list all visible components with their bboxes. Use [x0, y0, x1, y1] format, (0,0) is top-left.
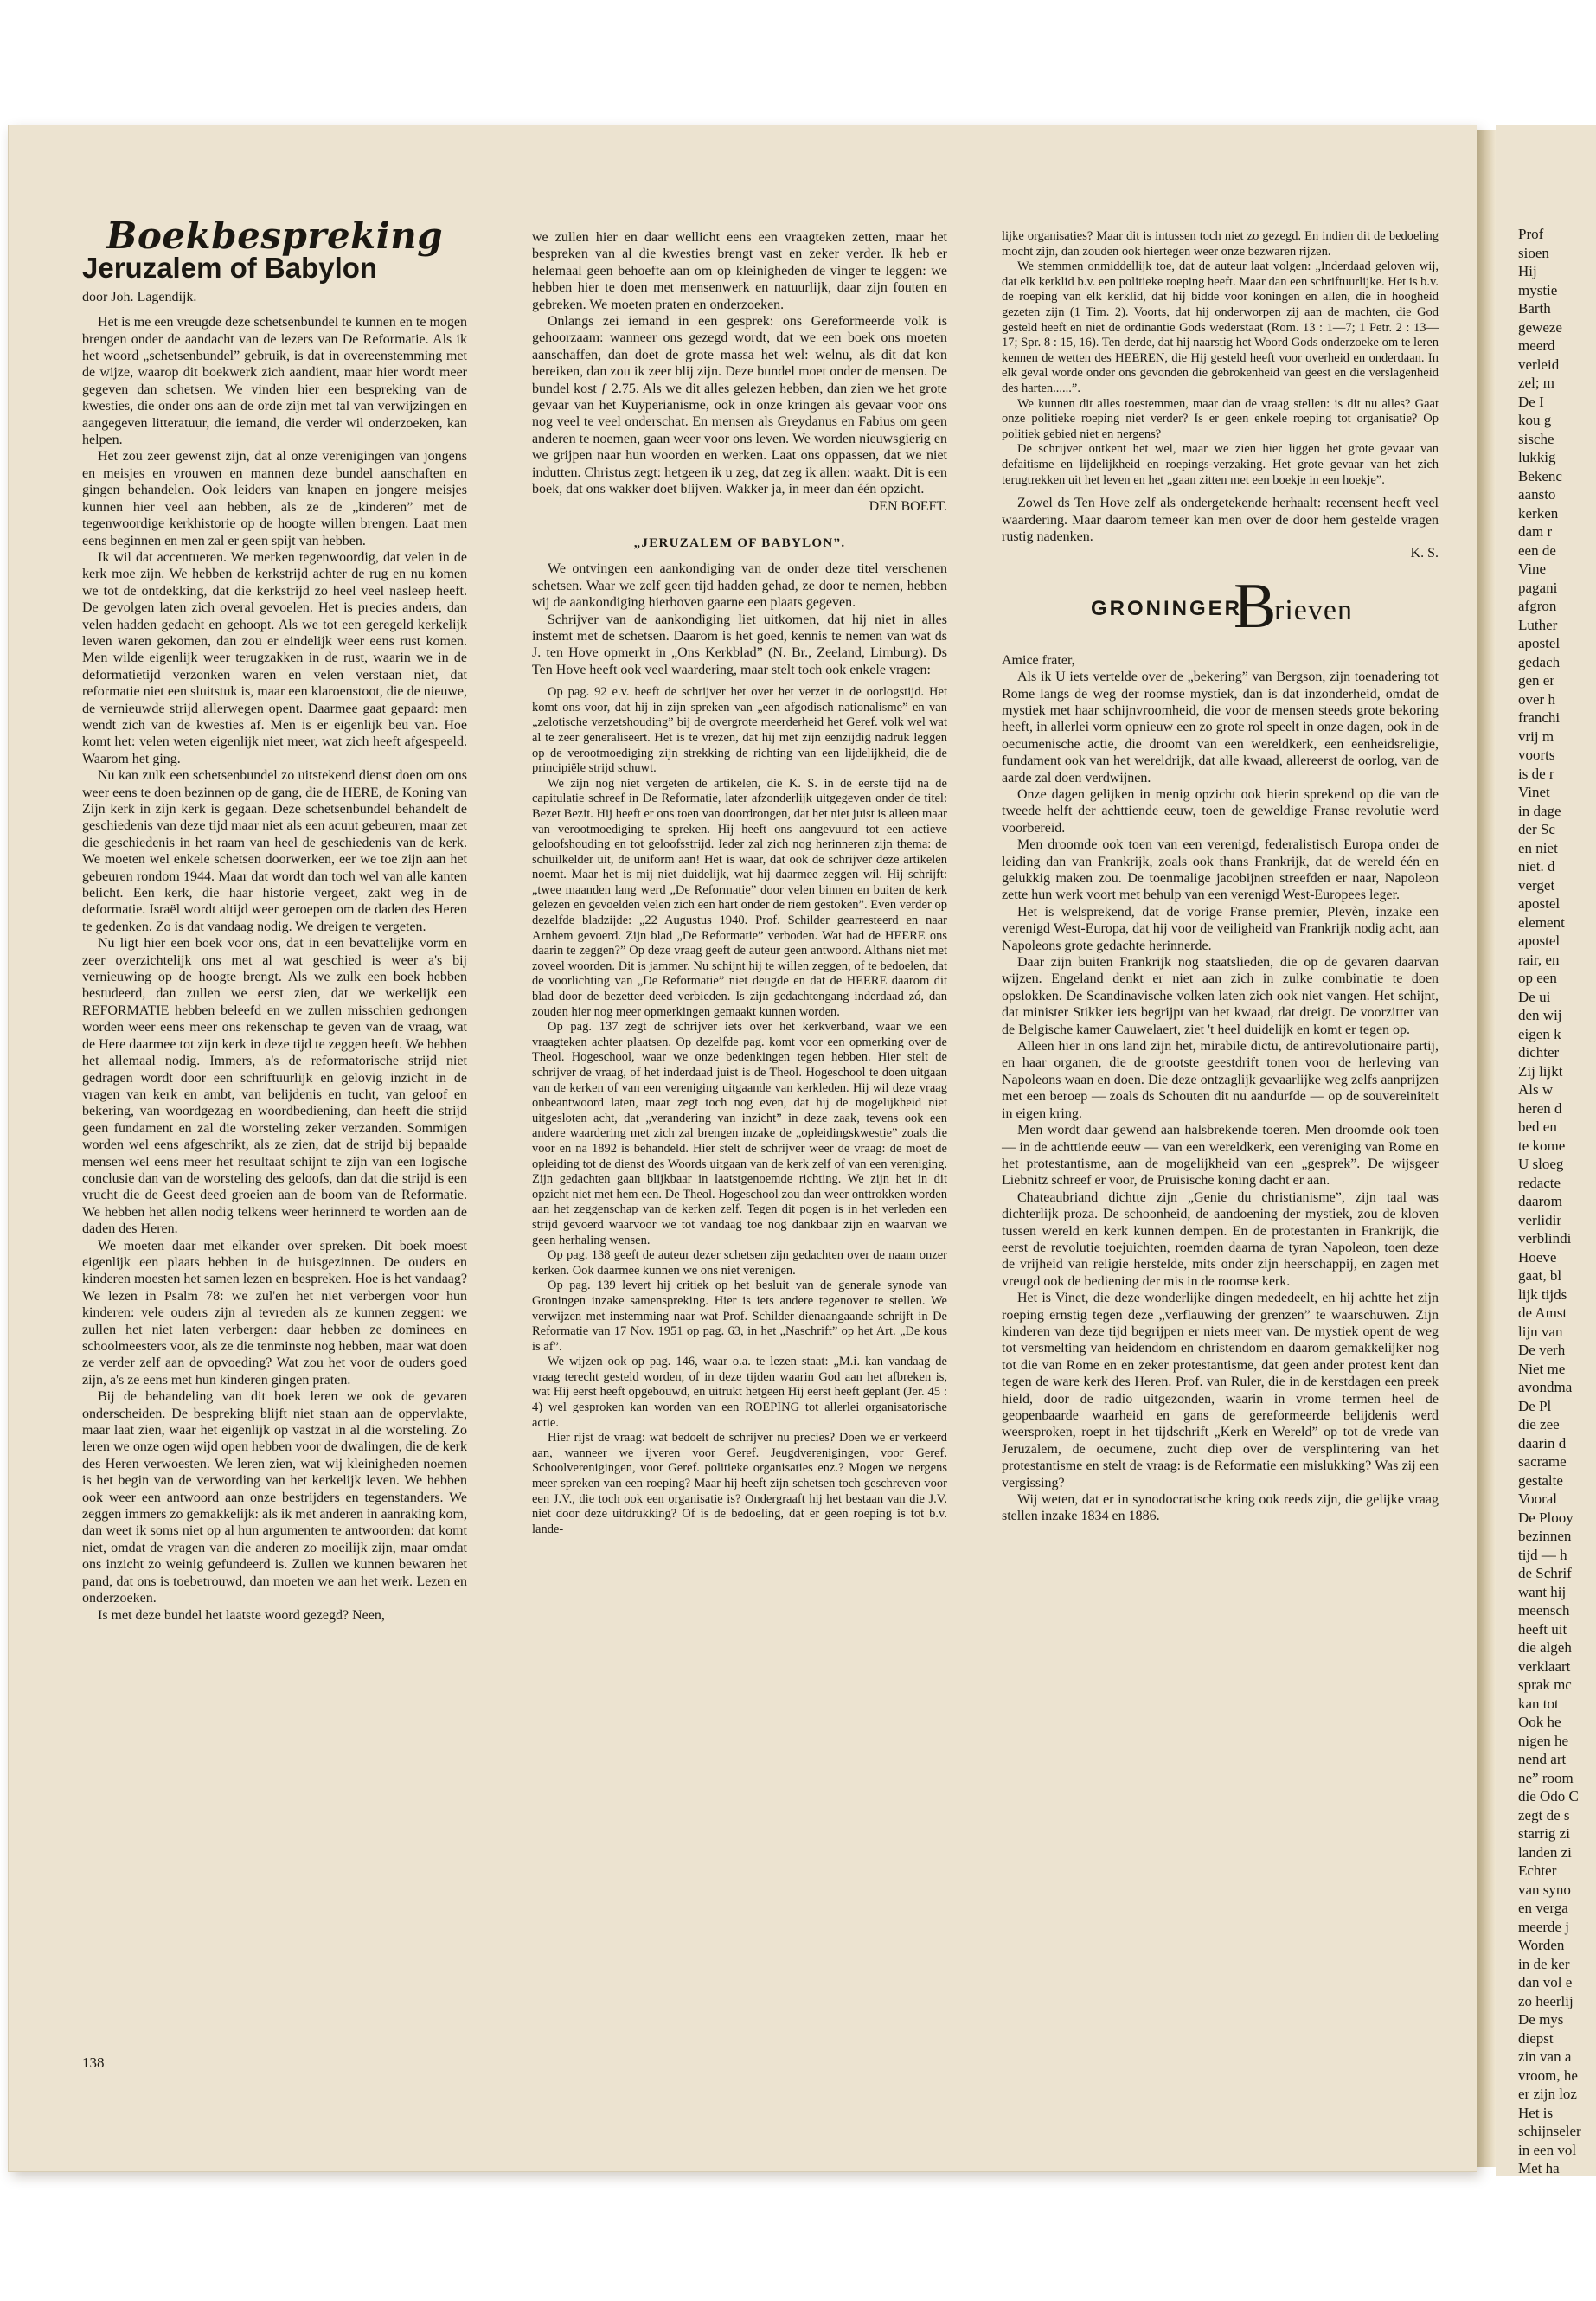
adjacent-page-line: gedach: [1518, 653, 1561, 670]
adjacent-page-line: kan tot: [1518, 1695, 1559, 1712]
paragraph: Op pag. 92 e.v. heeft de schrijver het over het verzet in de oorlogstijd. Het komt ons voor, dat hij in zijn spreken van „een afgodisch nationalisme” en van „zelotische verzetshouding” bij de overgrote meerderheid het Geref. volk wel wat al te zeer generaliseert. Het is te vrezen, dat hij met zijn eenzijdig nadruk leggen op de verootmoediging zijn strekking de richting van een lijdelijkheid, die de principiële strijd schuwt.: [532, 685, 947, 776]
adjacent-page-line: apostel: [1518, 895, 1561, 912]
adjacent-page-line: zel; m: [1518, 375, 1555, 391]
paragraph: lijke organisaties? Maar dit is intussen toch niet zo gezegd. En indien dit de bedoeling mocht zijn, dan zouden ook hiertegen weer onze bezwaren rijzen.: [1002, 229, 1439, 259]
byline: door Joh. Lagendijk.: [82, 289, 197, 304]
adjacent-page-line: nend art: [1518, 1751, 1567, 1767]
adjacent-page-line: in een vol: [1518, 2141, 1577, 2158]
paragraph: Ik wil dat accentueren. We merken tegenwoordig, dat velen in de kerk moe zijn. We hebben de kerkstrijd achter de rug en nu komen we tot de ontdekking, dat die kerkstrijd zo heel veel nasleep heeft. De gevolgen laten zich overal gevoelen. Het is precies anders, dan velen hadden gedacht en gehoopt. Als we tot een geregeld kerkelijk leven waren gekomen, dan zou er eindelijk weer eens rust komen. Men wilde eigenlijk weer terugzakken in de rust, waarin we in de deformatietijd verzonken waren en velen verstaan niet, dat reformatie niet een sluitstuk is, maar een klaroenstoot, die de nieuwe, de vernieuwde strijd allerwegen opent. Daarmee gaat gepaard: men wendt zich van de kwesties af. Men is er eigenlijk beu van. Hoe komt het: velen weten eigenlijk niet meer, wat zich heeft afgespeeld. Waarom het ging.: [82, 549, 467, 766]
adjacent-page-line: Ook he: [1518, 1714, 1561, 1730]
paragraph: Bij de behandeling van dit boek leren we ook de gevaren onderscheiden. De bespreking blijft niet staan aan de oppervlakte, maar laat zien, waar het eigenlijk op vastzat in al die worsteling. Zo leren we onze ogen wijd open hebben voor de dwalingen, die de kerk des Heren verwoesten. We leren zien, wat wij kleinigheden noemen is het begin van de verwording van het kerkelijk leven. We hebben ook weer een antwoord aan onze bestrijders en tegenstanders. We zeggen immers zo gemakkelijk: als ik met anderen in aanraking kom, dan weet ik soms niet op al hun argumenten te antwoorden: dat komt niet, omdat de vragen van die anderen zo moeilijk zijn, maar omdat ons inzicht zo weinig gefundeerd is. Zullen we kunnen bewaren het pand, dat ons is toebetrouwd, dan moeten we aan het werk. Lezen en onderzoeken.: [82, 1389, 467, 1606]
title-groninger: GRONINGER: [1091, 596, 1243, 620]
book-spine-shadow: [1477, 130, 1496, 2167]
adjacent-page-line: en niet: [1518, 839, 1558, 856]
adjacent-page-line: De verh: [1518, 1342, 1566, 1358]
adjacent-page-line: kerken: [1518, 504, 1559, 522]
page-number: 138: [82, 2054, 105, 2071]
adjacent-page-line: daarom: [1518, 1193, 1562, 1209]
adjacent-page-line: kou g: [1518, 412, 1552, 428]
signature: DEN BOEFT.: [869, 498, 947, 514]
paragraph: Op pag. 137 zegt de schrijver iets over het kerkverband, waar we een vraagteken achter plaatsen. Op dezelfde pag. komt voor een opmerking over de Theol. Hogeschool, waar we onze bedenkingen tegen hebben. Hier stelt de schrijver de vraag, of het inderdaad juist is de Theol. Hogeschool te doen uitgaan van de kerken of van een vereniging uitgaande van kerkleden. Hij wil deze vraag onbeantwoord laten, maar zegt toch nog even, dat hij de mogelijkheid niet uitgesloten acht, dat „verandering van inzicht” in deze zaak, tevens ook een andere waardering met zich zal brengen inzake de „opleidingskwestie” zoals die voor en na 1892 is behandeld. Hier stelt de schrijver weer de vraag: de moet de opleiding tot de dienst des Woords uitgaan van de kerk zelf of van een vereniging. Zijn gedachten gaan blijkbaar in laatstgenoemde richting. We zijn het in dit opzicht niet met hem een. De Theol. Hogeschool zou dan weer onttrokken worden aan het zeggenschap van de kerken zelf. Tegen dit pogen is in het verleden een strijd gevoerd waarvoor we tot vandaag toe nog dankbaar zijn en waarvan we geen herhaling wensen.: [532, 1020, 947, 1247]
adjacent-page-line: verblindi: [1518, 1230, 1572, 1247]
adjacent-page-line: niet. d: [1518, 858, 1555, 875]
adjacent-page-line: sische: [1518, 430, 1554, 447]
adjacent-page-line: diepst: [1518, 2029, 1554, 2047]
adjacent-page-line: rair, en: [1518, 951, 1560, 968]
paragraph: Nu kan zulk een schetsenbundel zo uitstekend dienst doen om ons weer eens te doen bezinnen op de gang, die de HERE, de Koning van Zijn kerk in zijn kerk is gegaan. Deze schetsenbundel behandelt de geschiedenis van deze tijd maar niet als een acuut gebeuren, maar zet die geschiedenis in het raam van heel de geschiedenis van de kerk. We moeten wel enkele schetsen doorwerken, eer we toe zijn aan het gebeuren rondom 1944. Maar dat wordt dan toch wel van alle kanten belicht. Een kerk, die haar historie vergeet, zakt weg in de deformatie. Israël wordt altijd weer geroepen om de daden des Heren te gedenken. Zo is dat vandaag nodig. We dreigen te vergeten.: [82, 768, 467, 934]
adjacent-page-line: schijnseler: [1518, 2123, 1581, 2139]
paragraph: De schrijver ontkent het wel, maar we zien hier liggen het grote gevaar van defaitisme en lijdelijkheid en roepings-verzaking. Het grote gevaar van het zich terugtrekken uit het leven en het „gaan zitten met een boekje in een hoekje”.: [1002, 442, 1439, 487]
adjacent-page-line: Bekenc: [1518, 467, 1562, 484]
adjacent-page-line: lukkig: [1518, 449, 1556, 465]
adjacent-page-line: voorts: [1518, 747, 1555, 763]
adjacent-page-line: er zijn loz: [1518, 2086, 1577, 2102]
adjacent-page-line: Barth: [1518, 300, 1551, 317]
adjacent-page-line: meensch: [1518, 1602, 1570, 1618]
article-headline: Jeruzalem of Babylon: [82, 252, 378, 285]
adjacent-page-line: meerde j: [1518, 1918, 1569, 1935]
paragraph: Het is welsprekend, dat de vorige Franse premier, Plevèn, inzake een verenigd West-Europa, dat hij voor de veiligheid van Frankrijk nodig acht, aan Napoleons grote gedachte herinnerde.: [1002, 904, 1439, 953]
adjacent-page-line: meerd: [1518, 337, 1555, 354]
adjacent-page-line: die zee: [1518, 1416, 1560, 1433]
adjacent-page-line: Luther: [1518, 616, 1558, 633]
paragraph: We ontvingen een aankondiging van de onder deze titel verschenen schetsen. Waar we zelf geen tijd hadden gehad, ze door te nemen, hebben wij de aankondiging hierboven gaarne een plaats gegeven.: [532, 561, 947, 611]
adjacent-page-line: de Amst: [1518, 1304, 1567, 1321]
paragraph: Het zou zeer gewenst zijn, dat al onze verenigingen van jongens en meisjes en vrouwen en mannen deze bundel aanschaften en gingen behandelen. Ook leiders van knapen en jongere meisjes kunnen hier veel aan hebben, als ze de „kinderen” met de tegenwoordige kerkhistorie op de hoogte willen brengen. Laat men eens beginnen en men zal er geen spijt van hebben.: [82, 449, 467, 548]
adjacent-page-line: Vine: [1518, 561, 1547, 577]
paragraph: Wij weten, dat er in synodocratische kring ook reeds zijn, die gelijke vraag stellen inzake 1834 en 1886.: [1002, 1492, 1439, 1524]
adjacent-page-line: mystie: [1518, 281, 1558, 298]
adjacent-page-line: lijk tijds: [1518, 1285, 1567, 1303]
adjacent-page-line: Worden: [1518, 1937, 1565, 1953]
paragraph: Men wordt daar gewend aan halsbrekende toeren. Men droomde ook toen — in de achttiende eeuw — van een wereldkerk, een vereniging van Rome en het protestantisme, aan de mogelijkheid van een „gesprek”. De wijsgeer Liebnitz schreef er voor, de Pruisische koning dacht er aan.: [1002, 1123, 1439, 1189]
adjacent-page-line: heren d: [1518, 1099, 1562, 1117]
adjacent-page-line: nigen he: [1518, 1732, 1569, 1749]
paragraph: Onze dagen gelijken in menig opzicht ook hierin sprekend op die van de tweede helft der achttiende eeuw, toen de geweldige Franse revolutie werd voorbereid.: [1002, 786, 1439, 836]
groninger-brieven-title: [1002, 570, 1439, 642]
quoted-block: [532, 685, 947, 1537]
adjacent-page-line: Met ha: [1518, 2160, 1560, 2176]
paragraph: Men droomde ook toen van een verenigd, federalistisch Europa onder de leiding dan van Frankrijk, zoals ook thans Frankrijk, dat de wereld één en gelukkig maken zou. De toenmalige jacobijnen streefden er naar, Napoleon zette hun werk voort met behulp van een verenigd West-Europees leger.: [1002, 837, 1439, 903]
adjacent-page-line: Niet me: [1518, 1360, 1566, 1377]
adjacent-page-line: De Plooy: [1518, 1509, 1574, 1526]
paragraph: Schrijver van de aankondiging liet uitkomen, dat hij niet in alles instemt met de schetsen. Daarom is het goed, kennis te nemen van wat ds J. ten Hove opmerkt in „Ons Kerkblad” (N. Br., Zeeland, Limburg). Ds Ten Hove heeft ook veel waardering, maar stelt toch ook enkele vragen:: [532, 612, 947, 677]
adjacent-page-line: zin van a: [1518, 2048, 1572, 2065]
paragraph: We kunnen dit alles toestemmen, maar dan de vraag stellen: is dit nu alles? Gaat onze politieke roeping niet verder? Is er geen enkele roeping tot organisatie? Op politiek gebied niet en nergens?: [1002, 396, 1439, 441]
adjacent-page-line: redacte: [1518, 1174, 1561, 1191]
signature: K. S.: [1410, 546, 1439, 561]
adjacent-page-line: bezinnen: [1518, 1528, 1572, 1544]
adjacent-page-line: dam r: [1518, 523, 1553, 540]
paragraph: Het is me een vreugde deze schetsenbundel te kunnen en te mogen brengen onder de aandacht van de lezers van De Reformatie. Als ik het woord „schetsenbundel” gebruik, is dat in overeenstemming met de wijze, waarop dit boekwerk zich aandient, maar hier wordt meer gegeven dan schetsen. We vinden hier een bespreking van de kwesties, die onder ons aan de orde zijn met tal van verwijzingen en aangegeven litteratuur, die iemand, die verder wil onderzoeken, kan helpen.: [82, 315, 467, 448]
adjacent-page-line: vrij m: [1518, 727, 1554, 745]
adjacent-page-line: verlidir: [1518, 1211, 1562, 1228]
adjacent-page-line: de Schrif: [1518, 1565, 1572, 1581]
adjacent-page-line: U sloeg: [1518, 1156, 1564, 1172]
adjacent-page-line: sacrame: [1518, 1453, 1567, 1470]
adjacent-page-line: over h: [1518, 690, 1555, 708]
adjacent-page-line: landen zi: [1518, 1843, 1572, 1861]
adjacent-page-line: verget: [1518, 876, 1555, 894]
adjacent-page-line: die Odo C: [1518, 1788, 1579, 1804]
paragraph: Zowel ds Ten Hove zelf als ondergetekende herhaalt: recensent heeft veel waardering. Maar daarom temeer kan men over de door hem gestelde vragen rustig nadenken.: [1002, 496, 1439, 544]
column-right: [1002, 229, 1439, 1525]
adjacent-page-line: van syno: [1518, 1881, 1571, 1898]
adjacent-page-line: aansto: [1518, 486, 1556, 503]
adjacent-page-line: heeft uit: [1518, 1620, 1567, 1638]
adjacent-page-line: franchi: [1518, 709, 1561, 726]
adjacent-page-line: Prof: [1518, 226, 1544, 242]
adjacent-page-line: een de: [1518, 542, 1556, 559]
adjacent-page-line: Het is: [1518, 2104, 1554, 2121]
adjacent-page-line: in de ker: [1518, 1955, 1570, 1972]
paragraph: Chateaubriand dichtte zijn „Genie du christianisme”, zijn taal was dichterlijk proza. De schoonheid, de aandoening der mystiek, zou de kloven tussen wereld en kerk kunnen dempen. En de protestanten in Frankrijk, die eerst de revolutie toejuichten, roemden daarna de tyran Napoleon, toen deze de vrijheid van religie herstelde, mits onder zijn heerschappij, en zagen met vreugd ook de bediening der mis in de roomse kerk.: [1002, 1189, 1439, 1289]
quoted-block: [1002, 229, 1439, 488]
adjacent-page-line: element: [1518, 913, 1565, 931]
adjacent-page-line: gaat, bl: [1518, 1267, 1562, 1284]
adjacent-page-line: Hij: [1518, 263, 1537, 279]
paragraph: we zullen hier en daar wellicht eens een vraagteken zetten, maar het bespreken van al die kwesties brengt vast en zeker verder. Ik heb er helemaal geen behoefte aan om op kleinigheden de vinger te leggen: we hebben hier te doen met mensenwerk en natuurlijk, daar zijn fouten en gebreken. We moeten praten en onderzoeken.: [532, 230, 947, 312]
paragraph: Nu ligt hier een boek voor ons, dat in een bevattelijke vorm en zeer overzichtelijk ons met al wat geschied is weer a's bij vernieuwing op de hoogte brengt. Als we zulk een boek hebben bestudeerd, dan zullen we eerst zien, dat we werkelijk een REFORMATIE hebben beleefd en we zullen misschien gedrongen worden weer eens meer ons rekenschap te geven van de vraag, wat de Here daarmee tot zijn kerk in deze tijd te zeggen heeft. We hebben het allemaal nodig. Immers, a's de reformatorische strijd niet gedragen wordt door een schriftuurlijk en gelovig inzicht in de vragen van kerk en ambt, van belijdenis en tucht, van geloof en bekering, van woordgezag en woordbediening, dan heeft die strijd geen fundament en zal die worsteling zeker verzanden. Sommigen worden wel eens afgeschrikt, als ze zien, dat de strijd bij bepaalde mensen wel eens meer het resultaat schijnt te zijn van een logische conclusie dan van de worsteling des geloofs, dan dat die strijd is een vrucht die de Geest deed groeien aan de boom van de Reformatie. We hebben het allen nodig telkens weer herinnerd te worden aan de daden des Heren.: [82, 936, 467, 1237]
adjacent-page-line: bed en: [1518, 1118, 1557, 1135]
adjacent-page-line: apostel: [1518, 635, 1561, 651]
title-initial: B: [1234, 570, 1277, 642]
adjacent-page-line: Vooral: [1518, 1490, 1558, 1507]
adjacent-page-line: zegt de s: [1518, 1806, 1570, 1823]
paragraph: Op pag. 138 geeft de auteur dezer schetsen zijn gedachten over de naam onzer kerken. Ook daarmee kunnen we ons niet verenigen.: [532, 1248, 947, 1278]
adjacent-page-line: De ui: [1518, 988, 1551, 1005]
paragraph: Is met deze bundel het laatste woord gezegd? Neen,: [98, 1607, 385, 1623]
paragraph: We moeten daar met elkander over spreken. Dit boek moest eigenlijk een plaats hebben in de huisgezinnen. De ouders en kinderen moesten het samen lezen en bespreken. Hoe is het vandaag? We lezen in Psalm 78: we zul'en het niet verbergen voor hun kinderen: vele ouders zijn al tevreden als ze kunnen zeggen: we zullen het niet laten verbergen: daar hebben ze dominees en schoolmeesters voor, als ze die tenminste nog hebben, maar wat doen ze verder zelf aan de opvoeding? Wat zou het voor de ouders goed zijn, a's ze eens met hun kinderen gingen praten.: [82, 1238, 467, 1388]
adjacent-page-line: Als w: [1518, 1081, 1554, 1098]
adjacent-page-line: sioen: [1518, 244, 1549, 261]
paragraph: Hier rijst de vraag: wat bedoelt de schrijver nu precies? Doen we er verkeerd aan, wanneer we ijveren voor Geref. Jeugdverenigingen, voor Geref. Schoolverenigingen, voor Geref. politieke organisaties enz.? Mogen we nergens meer spreken van een roeping? Maar hij heeft zijn schetsen toch geschreven voor een J.V., die toch ook een organisatie is? Ondergraaft hij het bestaan van die J.V. niet door deze uitdrukking? Of is de bedoeling, dat er geen roeping is tot b.v. lande-: [532, 1431, 947, 1536]
adjacent-page-line: in dage: [1518, 802, 1561, 819]
adjacent-page-line: want hij: [1518, 1583, 1567, 1600]
adjacent-page-line: apostel: [1518, 933, 1561, 949]
adjacent-page-line: afgron: [1518, 598, 1557, 614]
adjacent-page-line: avondma: [1518, 1379, 1573, 1395]
adjacent-page-line: te kome: [1518, 1137, 1566, 1154]
paragraph: Alleen hier in ons land zijn het, mirabile dictu, de antirevolutionaire partij, en haar organen, die de grootste geestdrift tonen voor de herleving van Napoleons waan en doen. Die deze ontzaglijk gevaarlijke weg zelfs aanprijzen met een beroep — zoals ds Schouten dit nu aandurfde — op de souvereiniteit in eigen kring.: [1002, 1039, 1439, 1121]
newspaper-page: [9, 125, 1477, 2171]
adjacent-page-line: eigen k: [1518, 1025, 1561, 1042]
adjacent-page-line: geweze: [1518, 318, 1562, 336]
adjacent-page-line: daarin d: [1518, 1434, 1567, 1452]
salutation: Amice frater,: [1002, 652, 1075, 668]
adjacent-page-line: starrig zi: [1518, 1825, 1570, 1842]
column-left: [82, 215, 467, 1624]
adjacent-page-line: Zij lijkt: [1518, 1062, 1563, 1080]
adjacent-page-line: ne” room: [1518, 1769, 1574, 1786]
paragraph: We stemmen onmiddellijk toe, dat de auteur laat volgen: „Inderdaad geloven wij, dat elk kerklid b.v. een politieke roeping heeft. Maar dan een schriftuurlijke. Het is b.v. de roeping van elk kerklid, dat hij bidde voor koningen en allen, die in hoogheid gezeten zijn (1 Tim. 2). Voorts, dat hij onderworpen zij aan de machten, die God gesteld heeft en niet de ordinantie Gods wederstaat (Rom. 13 : 1—7; 1 Petr. 2 : 13—17; Spr. 8 : 15, 16). Ten derde, dat hij naarstig het Woord Gods onderzoeke om te leren kennen de wetten des HEEREN, die Hij gesteld heeft voor overheid en onderdaan. In elk geval worde onder ons gevonden die gebrokenheid van geest en die verslagenheid des harten......”.: [1002, 260, 1439, 395]
section-title: Boekbespreking: [106, 215, 444, 257]
paragraph: Het is Vinet, die deze wonderlijke dingen mededeelt, en hij achtte het zijn roeping ernstig tegen deze „verflauwing der grenzen” te waarschuwen. Zijn kinderen van deze tijd begrijpen er niets meer van. De mystiek opent de weg tot versmelting van heidendom en christendom en daarom gemakkelijker nog tot die van Rome en en zeker protestantisme, dat geen ander protest kent dan tegen de ware kerk des Heren. Prof. van Ruler, die in de kerstdagen een preek hield, door de radio uitgezonden, waarin in vrome termen heel de geopenbaarde waarheid en gans de gereformeerde belijdenis werd weersproken, roept in het tijdschrift „Kerk en Wereld” op tot de vrede van Jeruzalem, de oecumene, zucht diep over de versplintering van het protestantisme en stelt de vraag: is de Reformatie een mislukking? Was zij een vergissing?: [1002, 1291, 1439, 1490]
adjacent-page-line: en verga: [1518, 1900, 1568, 1916]
column-middle: [532, 229, 947, 1544]
adjacent-page-line: lijn van: [1518, 1323, 1563, 1340]
adjacent-page-line: den wij: [1518, 1007, 1562, 1023]
paragraph: We zijn nog niet vergeten de artikelen, die K. S. in de eerste tijd na de capitulatie schreef in De Reformatie, later afzonderlijk uitgegeven onder de titel: Bezet Bezit. Hij heeft er ons toen van doordrongen, dat het niet juist is alleen maar van verootmoediging te spreken. Hij heeft ons aangevuurd tot een actieve geloofshouding en tot geloofsstrijd. Ieder zal zich nog herinneren zijn thema: de schuilkelder uit, de uniform aan! Het is waar, dat ook de schrijver deze artikelen noemt. Maar het is mij niet duidelijk, wat hij daarmee zeggen wil. Hij schrijft: „twee maanden lang werd „De Reformatie” door velen binnen en buiten de kerk gelezen en gevoelden velen zich een hart onder de riem gestoken”. Even verder op dezelfde bladzijde: „22 Augustus 1940. Prof. Schilder gearresteerd en naar Arnhem gevoerd. Zijn blad „De Reformatie” verboden. Wat had de HEERE ons daarin te zeggen?” Op deze vraag geeft de auteur geen antwoord. Althans niet met zoveel woorden. Dit is jammer. Nu schijnt hij te willen zeggen, of te bedoelen, dat de voorlichting van „De Reformatie” niet deugde en dat de HEERE daarom dit blad door de bezetter deed verbieden. Is zijn gedachtengang inderdaad zó, dan zouden hier nog meer opmerkingen gemaakt kunnen worden.: [532, 776, 947, 1019]
adjacent-page-line: gestalte: [1518, 1471, 1563, 1489]
adjacent-page-line: dan vol e: [1518, 1974, 1573, 1990]
adjacent-page-line: De Pl: [1518, 1397, 1552, 1414]
adjacent-page-line: die algeh: [1518, 1639, 1572, 1656]
adjacent-page-text: [1518, 225, 1596, 2176]
adjacent-page-line: vroom, he: [1518, 2067, 1578, 2084]
adjacent-page-line: De I: [1518, 393, 1544, 410]
adjacent-page-line: zo heerlij: [1518, 1992, 1574, 2009]
adjacent-page-line: tijd — h: [1518, 1546, 1567, 1563]
adjacent-page-line: De mys: [1518, 2011, 1564, 2028]
adjacent-page-edge: [1496, 125, 1596, 2176]
adjacent-page-line: gen er: [1518, 672, 1555, 689]
adjacent-page-line: Echter: [1518, 1862, 1557, 1879]
adjacent-page-line: der Sc: [1518, 821, 1555, 837]
paragraph: Op pag. 139 levert hij critiek op het besluit van de generale synode van Groningen inzake samenspreking. Hier is iets andere tegenover te stellen. We verwijzen met instemming naar wat Prof. Schilder dienaangaande schrijft in De Reformatie van 17 Nov. 1951 op pag. 63, in het „Naschrift” op het Art. „De kous is af”.: [532, 1279, 947, 1354]
subheading: „JERUZALEM OF BABYLON”.: [633, 535, 846, 550]
adjacent-page-line: is de r: [1518, 765, 1554, 782]
paragraph: Onlangs zei iemand in een gesprek: ons Gereformeerde volk is gehoorzaam: wanneer ons gezegd wordt, dat we een boek ons moeten aanschaffen, dan doet de grote massa het wel: welnu, als dit dat kon bereiken, dan zou ik zeer blij zijn. Deze bundel moet onder de mensen. De bundel kost ƒ 2.75. Als we dit alles gelezen hebben, dan zien we het grote gevaar van het Kuyperianisme, ook in onze kringen als gevaar voor ons nog veel te veel onderschat. En mensen als Greydanus en Fabius om geen anderen te noemen, gaan weer voor ons leven. We worden nieuwsgierig en we grijpen naar hun woorden en werken. Laat ons oppassen, dat we niet indutten. Christus zegt: hetgeen ik u zeg, dat zeg ik allen: waakt. Dit is een boek, dat ons wakker doet blijven. Wakker ja, in meer dan één opzicht.: [532, 314, 947, 497]
adjacent-page-line: pagani: [1518, 579, 1558, 596]
adjacent-page-line: op een: [1518, 970, 1557, 986]
paragraph: Als ik U iets vertelde over de „bekering” van Bergson, zijn toenadering tot Rome langs de weg der roomse mystiek, dan is dat inzonderheid, omdat de mystiek met haar schijnvroomheid, die voor de mensen steeds grote bekoring heeft, in allerlei vorm opnieuw een zo grote rol speelt in onze dagen, ook in de oecumenische actie, die droomt van een wereldkerk, een eenheidsreligie, fundament ook van het wereldrijk, dat alle kwaad, allereerst de oorlog, van de aarde zal doen verdwijnen.: [1002, 670, 1439, 785]
adjacent-page-line: Vinet: [1518, 784, 1550, 800]
adjacent-page-line: Hoeve: [1518, 1248, 1557, 1266]
adjacent-page-line: verleid: [1518, 356, 1560, 373]
adjacent-page-line: sprak mc: [1518, 1676, 1572, 1693]
paragraph: Daar zijn buiten Frankrijk nog staatslieden, die op de gevaren daarvan wijzen. Engeland denkt er niet aan zich in zulke combinatie te doen opslokken. De Scandinavische volken laten zich ook niet vangen. Het schijnt, dat minister Stikker iets begrijpt van het kwaad, dat dreigt. De voorzitter van de Belgische kamer Cauwelaert, ziet 't heel duidelijk en komt er tegen op.: [1002, 955, 1439, 1037]
paragraph: We wijzen ook op pag. 146, waar o.a. te lezen staat: „M.i. kan vandaag de vraag terecht gesteld worden, of in deze tijden waarin God aan het afbreken is, wat Hij eerst heeft opgebouwd, en uitrukt hetgeen Hij eerst heeft geplant (Jer. 45 : 4) wel gesproken kan worden van een ROEPING tot allerlei organisatorische actie.: [532, 1355, 947, 1430]
adjacent-page-line: dichter: [1518, 1044, 1560, 1061]
adjacent-page-line: verklaart: [1518, 1657, 1571, 1675]
title-brieven: rieven: [1274, 593, 1353, 626]
